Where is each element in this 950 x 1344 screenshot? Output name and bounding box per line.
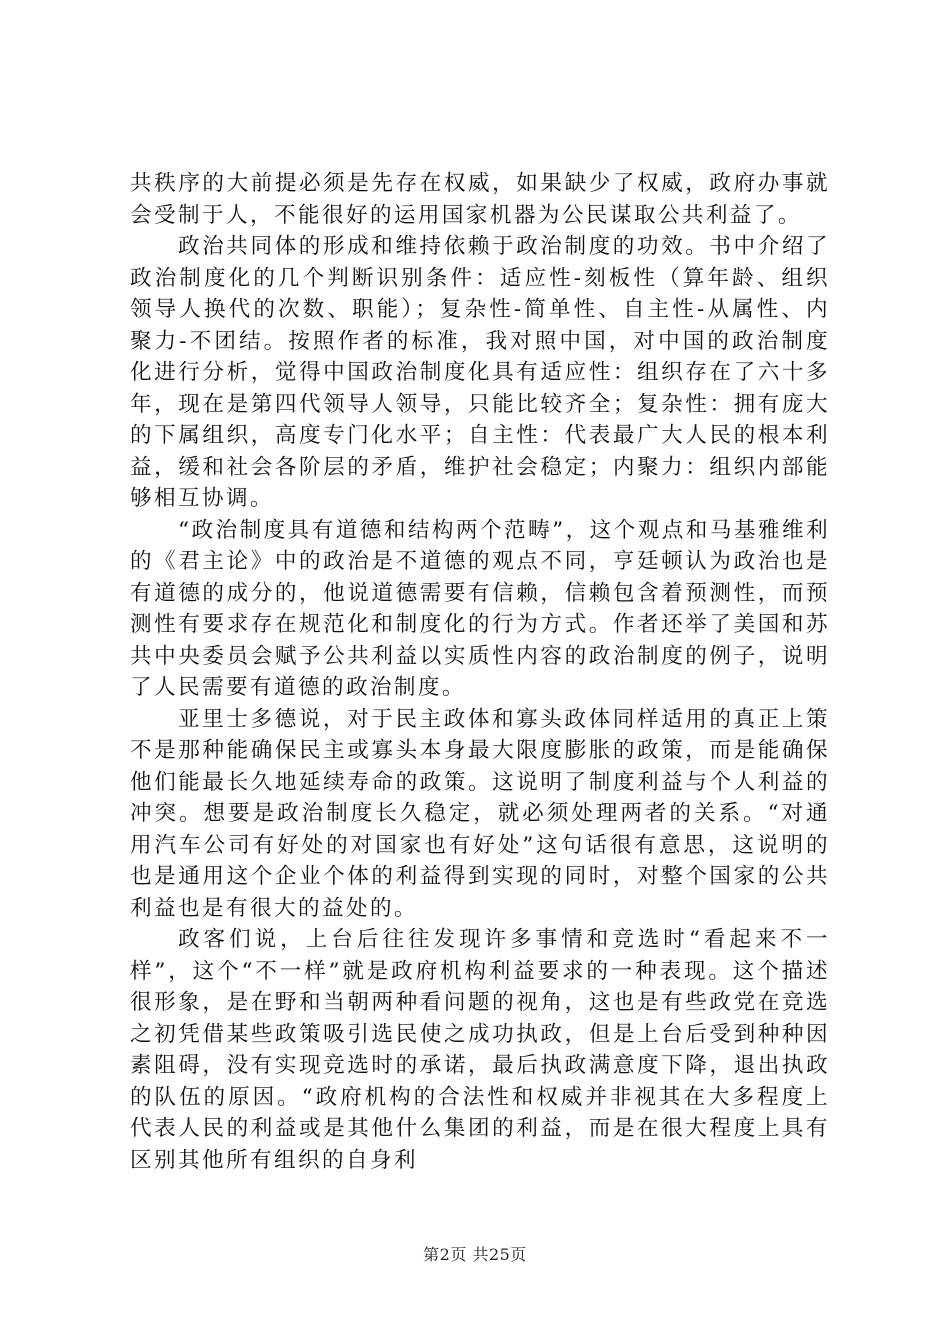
page-footer <box>0 1245 950 1265</box>
paragraph-5: 政客们说，上台后往往发现许多事情和竞选时“看起来不一样”，这个“不一样”就是政府机构利益要求的一种表现。这个描述很形象，是在野和当朝两种看问题的视角，这也是有些政党在竞选之初凭借某些政策吸引选民使之成功执政，但是上台后受到种种因素阻碍，没有实现竞选时的承诺，最后执政满意度下降，退出执政的队伍的原因。“政府机构的合法性和权威并非视其在大多程度上代表人民的利益或是其他什么集团的利益，而是在很大程度上具有区别其他所有组织的自身利 <box>130 927 830 1173</box>
paragraph-3: “政治制度具有道德和结构两个范畴”，这个观点和马基雅维利的《君主论》中的政治是不道德的观点不同，亨廷顿认为政治也是有道德的成分的，他说道德需要有信赖，信赖包含着预测性，而预测性有要求存在规范化和制度化的行为方式。作者还举了美国和苏共中央委员会赋予公共利益以实质性内容的政治制度的例子，说明了人民需要有道德的政治制度。 <box>130 517 830 700</box>
page-number-label: 第2页 共25页 <box>423 1245 527 1264</box>
document-body <box>130 168 830 1176</box>
paragraph-2: 政治共同体的形成和维持依赖于政治制度的功效。书中介绍了政治制度化的几个判断识别条件：适应性-刻板性（算年龄、组织领导人换代的次数、职能）；复杂性-简单性、自主性-从属性、内聚力-不团结。按照作者的标准，我对照中国，对中国的政治制度化进行分析，觉得中国政治制度化具有适应性：组织存在了六十多年，现在是第四代领导人领导，只能比较齐全；复杂性：拥有庞大的下属组织，高度专门化水平；自主性：代表最广大人民的根本利益，缓和社会各阶层的矛盾，维护社会稳定；内聚力：组织内部能够相互协调。 <box>130 234 830 511</box>
paragraph-4: 亚里士多德说，对于民主政体和寡头政体同样适用的真正上策不是那种能确保民主或寡头本身最大限度膨胀的政策，而是能确保他们能最长久地延续寿命的政策。这说明了制度利益与个人利益的冲突。想要是政治制度长久稳定，就必须处理两者的关系。“对通用汽车公司有好处的对国家也有好处”这句话很有意思，这说明的也是通用这个企业个体的利益得到实现的同时，对整个国家的公共利益也是有很大的益处的。 <box>130 706 830 921</box>
paragraph-1: 共秩序的大前提必须是先存在权威，如果缺少了权威，政府办事就会受制于人，不能很好的运用国家机器为公民谋取公共利益了。 <box>130 171 830 228</box>
